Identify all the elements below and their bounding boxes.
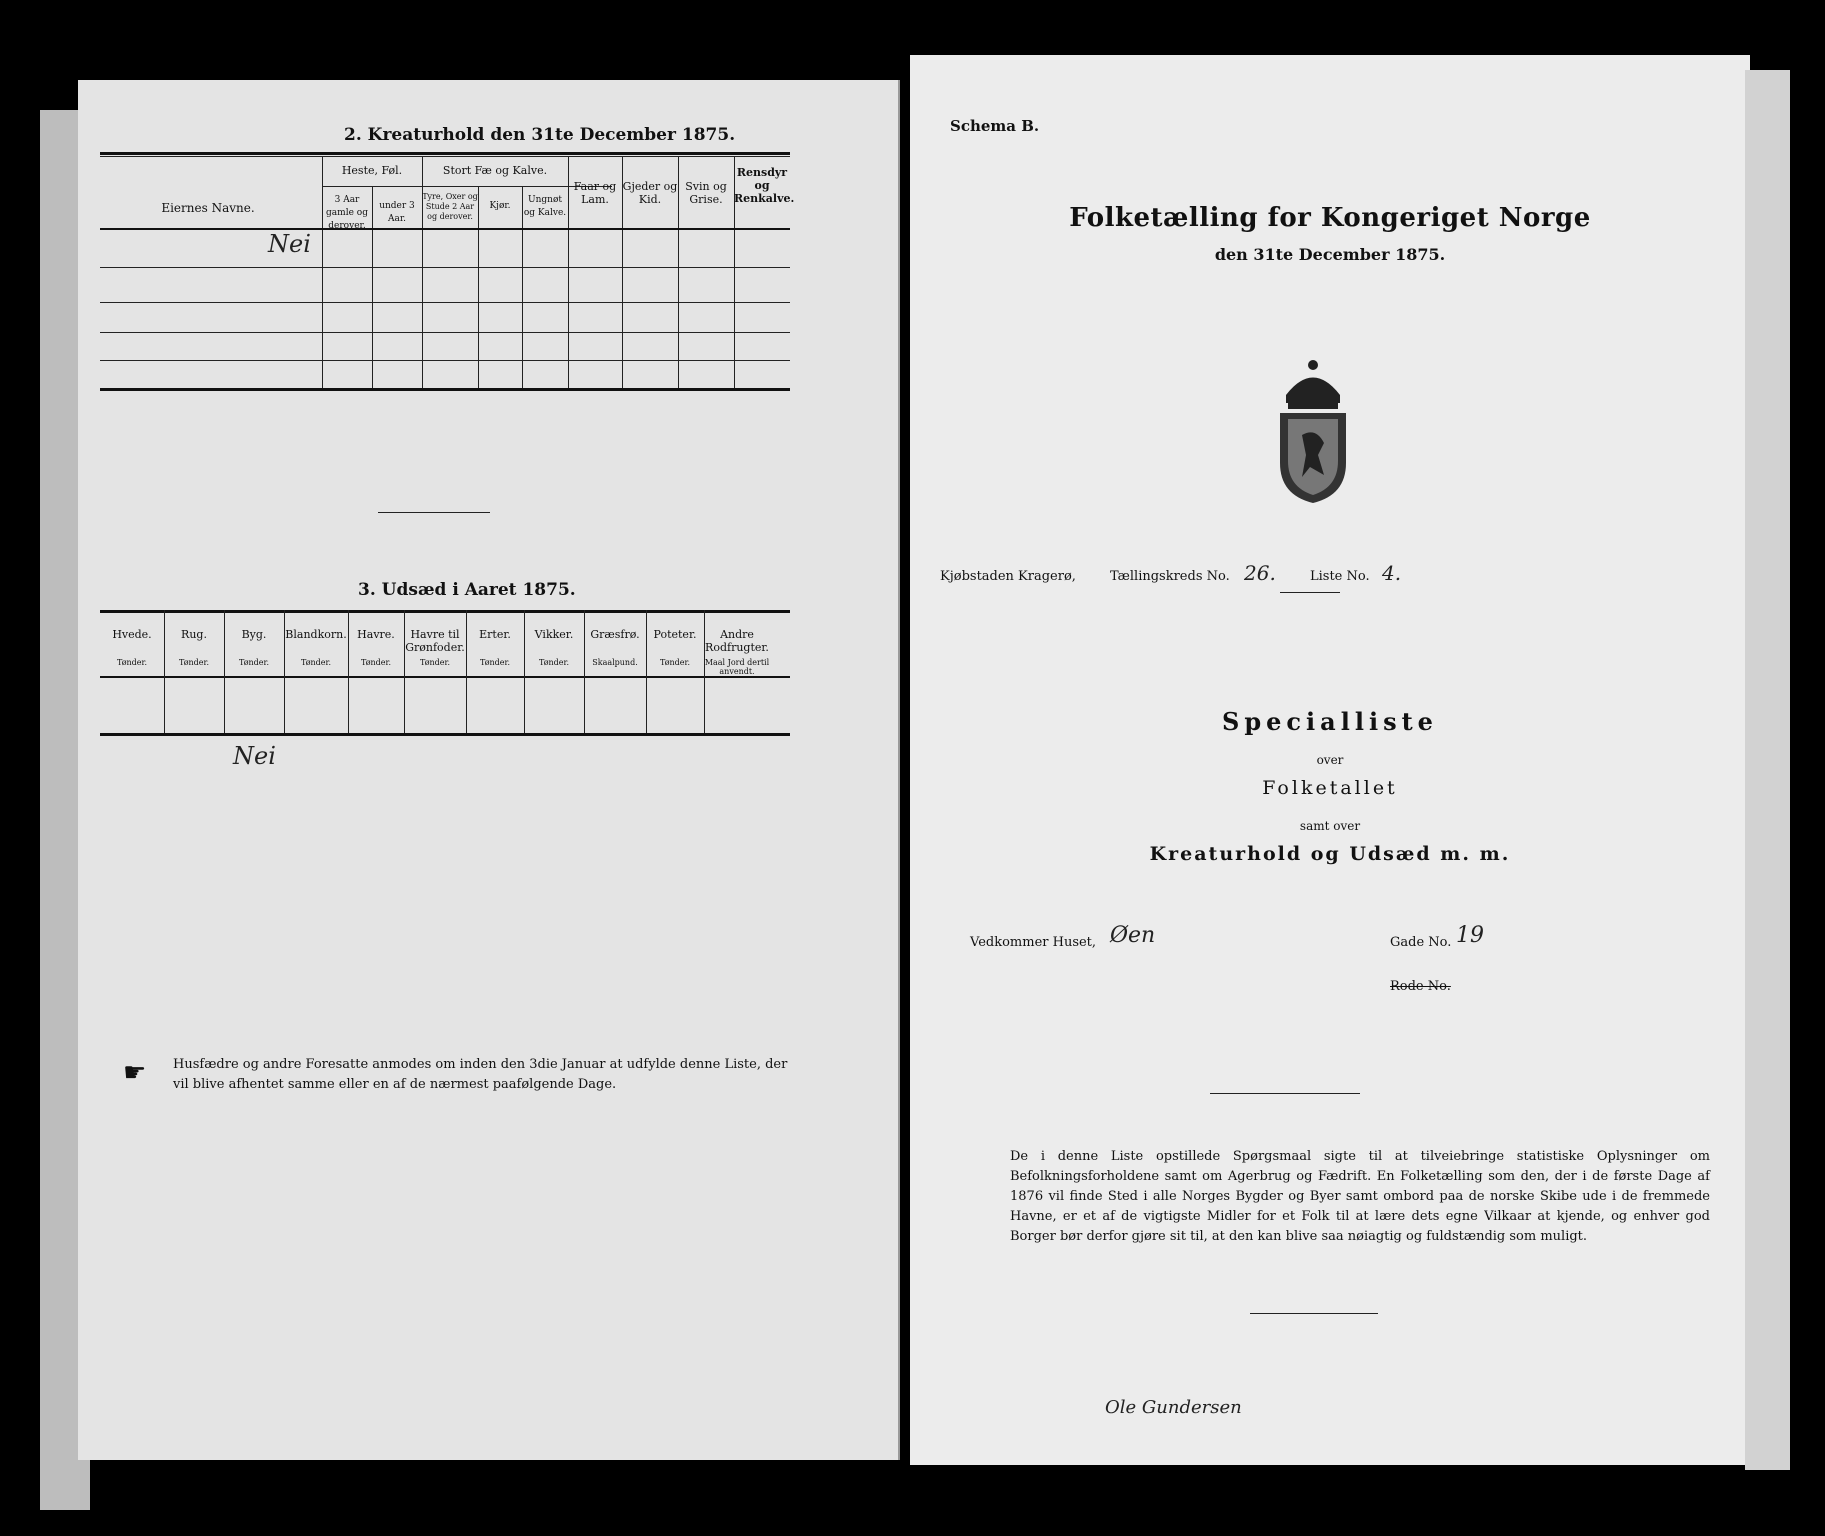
- specialliste-title: Specialliste: [1222, 707, 1438, 736]
- udsaed-col-divider: [584, 610, 585, 733]
- vedkommer-value: Øen: [1110, 923, 1156, 948]
- udsaed-unit-10: Maal Jord dertil anvendt.: [704, 658, 770, 676]
- divider: [378, 512, 490, 513]
- udsaed-unit-1: Tønder.: [178, 658, 210, 667]
- udsaed-unit-8: Skaalpund.: [592, 658, 638, 667]
- udsaed-unit-9: Tønder.: [659, 658, 691, 667]
- kreds-label: Tællingskreds No.: [1110, 569, 1230, 584]
- rode-label: Rode No.: [1390, 979, 1451, 994]
- right-page: [910, 55, 1750, 1465]
- udsaed-col-divider: [348, 610, 349, 733]
- main-title: Folketælling for Kongeriget Norge: [1069, 203, 1591, 233]
- section3-title: 3. Udsæd i Aaret 1875.: [358, 580, 576, 600]
- main-date: den 31te December 1875.: [1214, 245, 1446, 264]
- vedkommer-label: Vedkommer Huset,: [970, 935, 1097, 950]
- col-stort: Stort Fæ og Kalve.: [442, 164, 548, 177]
- kreaturhold-text: Kreaturhold og Udsæd m. m.: [1149, 843, 1511, 865]
- signature: Ole Gundersen: [1105, 1397, 1242, 1418]
- table-top-rule2: [100, 156, 790, 157]
- udsaed-unit-0: Tønder.: [116, 658, 148, 667]
- col-heste: Heste, Føl.: [341, 164, 403, 177]
- handwritten-nei-2: Nei: [233, 742, 276, 770]
- samt-over-text: samt over: [1299, 819, 1361, 833]
- udsaed-unit-4: Tønder.: [360, 658, 392, 667]
- col-stort-sub1: Tyre, Oxer og Stude 2 Aar og derover.: [422, 192, 478, 221]
- udsaed-col-divider: [284, 610, 285, 733]
- udsaed-col-divider: [466, 610, 467, 733]
- coat-of-arms-icon: [1272, 355, 1354, 505]
- udsaed-unit-5: Tønder.: [419, 658, 451, 667]
- udsaed-col-2: Byg.: [241, 628, 267, 641]
- udsaed-unit-6: Tønder.: [479, 658, 511, 667]
- kjobstad-label: Kjøbstaden Kragerø,: [940, 569, 1076, 584]
- schema-label: Schema B.: [950, 117, 1040, 135]
- table-top-rule: [100, 152, 790, 155]
- handwritten-nei-1: Nei: [268, 230, 311, 258]
- left-page: [78, 80, 900, 1460]
- folketallet-text: Folketallet: [1262, 777, 1398, 799]
- udsaed-col-5: Havre til Grønfoder.: [405, 628, 465, 654]
- udsaed-col-4: Havre.: [357, 628, 395, 641]
- gade-value: 19: [1456, 923, 1484, 948]
- kreds-value: 26.: [1244, 561, 1276, 585]
- gade-label: Gade No.: [1390, 935, 1452, 950]
- col-faar: Faar og Lam.: [573, 180, 617, 206]
- udsaed-col-8: Græsfrø.: [590, 628, 640, 641]
- col-stort-sub2: Kjør.: [489, 201, 511, 211]
- udsaed-col-divider: [646, 610, 647, 733]
- udsaed-col-divider: [704, 610, 705, 733]
- over-text: over: [1316, 753, 1344, 767]
- col-heste-sub2: under 3 Aar.: [379, 201, 415, 224]
- udsaed-col-divider: [224, 610, 225, 733]
- liste-value: 4.: [1382, 561, 1402, 585]
- udsaed-col-7: Vikker.: [534, 628, 574, 641]
- udsaed-col-1: Rug.: [181, 628, 207, 641]
- col-rensdyr: Rensdyr og Renkalve.: [734, 166, 795, 205]
- udsaed-col-10: Andre Rodfrugter.: [705, 628, 769, 654]
- section2-title: 2. Kreaturhold den 31te December 1875.: [344, 125, 736, 145]
- col-owner: Eiernes Navne.: [161, 201, 255, 215]
- info-paragraph: De i denne Liste opstillede Spørgsmaal sigte til at tilveiebringe statistiske Oplysninger om Befolkningsforholdene samt om Agerbrug og Fædrift. En Folketælling som den, der i de første Dage af 1876 vil finde Sted i alle Norges Bygder og Byer samt ombord paa de norske Skibe ude i de fremmede Havne, er et af de vigtigste Midler for et Folk til at lære dets egne Vilkaar at kjende, og enhver god Borger bør derfor gjøre sit til, at den kan blive saa nøiagtig og fuldstændig som muligt.: [1010, 1149, 1710, 1244]
- udsaed-col-3: Blandkorn.: [285, 628, 347, 641]
- pointing-hand-icon: ☛: [123, 1058, 147, 1088]
- col-stort-sub3: Ungnøt og Kalve.: [523, 195, 567, 218]
- liste-label: Liste No.: [1310, 569, 1370, 584]
- col-gjeder: Gjeder og Kid.: [622, 180, 678, 206]
- udsaed-col-divider: [404, 610, 405, 733]
- udsaed-col-0: Hvede.: [112, 628, 152, 641]
- notice-text: Husfædre og andre Foresatte anmodes om inden den 3die Januar at udfylde denne Liste, der vil blive afhentet samme eller en af de nærmest paafølgende Dage.: [173, 1057, 788, 1092]
- col-svin: Svin og Grise.: [685, 180, 727, 206]
- udsaed-col-divider: [524, 610, 525, 733]
- udsaed-unit-3: Tønder.: [300, 658, 332, 667]
- udsaed-col-6: Erter.: [479, 628, 511, 641]
- udsaed-col-divider: [164, 610, 165, 733]
- right-page-edge: [1745, 70, 1790, 1470]
- udsaed-unit-7: Tønder.: [538, 658, 570, 667]
- col-heste-sub1: 3 Aar gamle og derover.: [326, 195, 368, 231]
- udsaed-col-9: Poteter.: [653, 628, 697, 641]
- udsaed-unit-2: Tønder.: [238, 658, 270, 667]
